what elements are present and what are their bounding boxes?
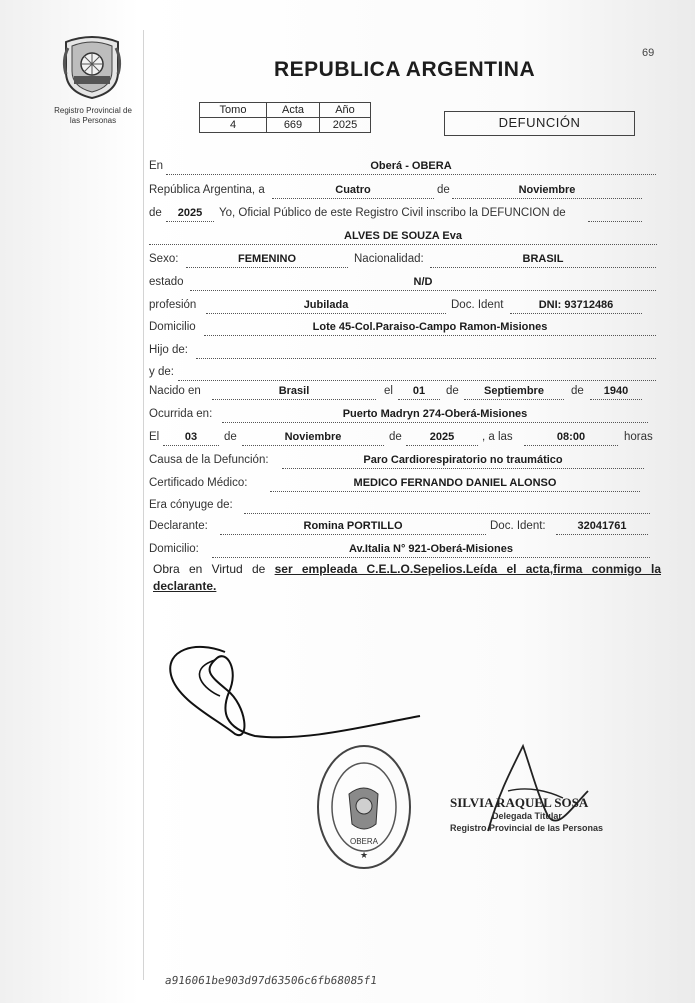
nationality-value: BRASIL (522, 253, 564, 265)
row-marital-status: estado N/D (0, 276, 695, 292)
row-address: Domicilio Lote 45-Col.Paraiso-Campo Ramon-Misiones (0, 321, 695, 337)
row-death-place: Ocurrida en: Puerto Madryn 274-Oberá-Misiones (0, 408, 695, 424)
official-office: Registro Provincial de las Personas (450, 823, 604, 833)
record-day-value: Cuatro (335, 184, 371, 196)
row-death-date: El 03 de Noviembre de 2025 , a las 08:00 horas (0, 431, 695, 447)
tomo-value: 4 (200, 118, 267, 133)
sex-value: FEMENINO (237, 253, 297, 265)
marital-status-value: N/D (413, 276, 433, 288)
death-place-value: Puerto Madryn 274-Oberá-Misiones (342, 408, 528, 420)
official-name: SILVIA RAQUEL SOSA (450, 795, 589, 810)
cause-value: Paro Cardiorespiratorio no traumático (363, 454, 563, 466)
birthplace-value: Brasil (278, 385, 310, 397)
birth-month-value: Septiembre (484, 385, 544, 397)
row-parent-2: y de: (0, 366, 695, 382)
row-name (0, 230, 695, 246)
declarant-value: Romina PORTILLO (303, 520, 403, 532)
deceased-name-value: ALVES DE SOUZA Eva (344, 230, 462, 242)
death-year-value: 2025 (429, 431, 455, 443)
document-hash: a916061be903d97d63506c6fb68085f1 (164, 974, 378, 987)
row-location: En Oberá - OBERA (0, 160, 695, 176)
svg-text:OBERA: OBERA (349, 837, 379, 846)
obra-paragraph: Obra en Virtud de ser empleada C.E.L.O.Sepelios.Leída el acta,firma conmigo la declarante. (153, 562, 661, 593)
record-type-box: DEFUNCIÓN (444, 111, 635, 136)
address-value: Lote 45-Col.Paraiso-Campo Ramon-Misiones (312, 321, 548, 333)
row-spouse: Era cónyuge de: (0, 499, 695, 515)
birth-day-value: 01 (412, 385, 426, 397)
row-birth: Nacido en Brasil el 01 de Septiembre de 1940 (0, 385, 695, 401)
record-reference-table (199, 102, 371, 133)
location-value: Oberá - OBERA (370, 160, 452, 172)
provincial-shield-logo (58, 30, 126, 100)
tomo-header: Tomo (200, 103, 267, 118)
row-cause: Causa de la Defunción: Paro Cardiorespiratorio no traumático (0, 454, 695, 470)
registry-caption: Registro Provincial de las Personas (54, 106, 132, 125)
row-parent-1: Hijo de: (0, 344, 695, 360)
profession-value: Jubilada (303, 299, 349, 311)
document-id-value: DNI: 93712486 (538, 299, 614, 311)
death-day-value: 03 (184, 431, 198, 443)
acta-header: Acta (267, 103, 320, 118)
official-role: Delegada Titular (492, 811, 562, 821)
medical-certificate-value: MEDICO FERNANDO DANIEL ALONSO (353, 477, 557, 489)
row-declarant: Declarante: Romina PORTILLO Doc. Ident: 32041761 (0, 520, 695, 536)
page-number: 69 (642, 47, 655, 59)
official-stamp (314, 742, 414, 872)
record-year-value: 2025 (177, 207, 203, 219)
svg-text:★: ★ (359, 850, 369, 860)
row-declarant-address: Domicilio: Av.Italia N° 921-Oberá-Misiones (0, 543, 695, 559)
handwritten-signature (155, 630, 425, 745)
death-time-value: 08:00 (556, 431, 586, 443)
anio-value: 2025 (320, 118, 371, 133)
anio-header: Año (320, 103, 371, 118)
declarant-id-value: 32041761 (577, 520, 627, 532)
birth-year-value: 1940 (603, 385, 629, 397)
official-signature-block (450, 795, 603, 833)
row-sex-nationality: Sexo: FEMENINO Nacionalidad: BRASIL (0, 253, 695, 269)
row-profession-doc: profesión Jubilada Doc. Ident DNI: 93712486 (0, 299, 695, 315)
death-month-value: Noviembre (284, 431, 342, 443)
row-date: República Argentina, a Cuatro de Noviembre (0, 184, 695, 200)
row-statement: de 2025 Yo, Oficial Público de este Registro Civil inscribo la DEFUNCION de (0, 207, 695, 223)
record-month-value: Noviembre (518, 184, 576, 196)
declarant-address-value: Av.Italia N° 921-Oberá-Misiones (349, 543, 513, 555)
acta-value: 669 (267, 118, 320, 133)
page-title: REPUBLICA ARGENTINA (274, 58, 536, 81)
row-medical-certificate: Certificado Médico: MEDICO FERNANDO DANIEL ALONSO (0, 477, 695, 493)
